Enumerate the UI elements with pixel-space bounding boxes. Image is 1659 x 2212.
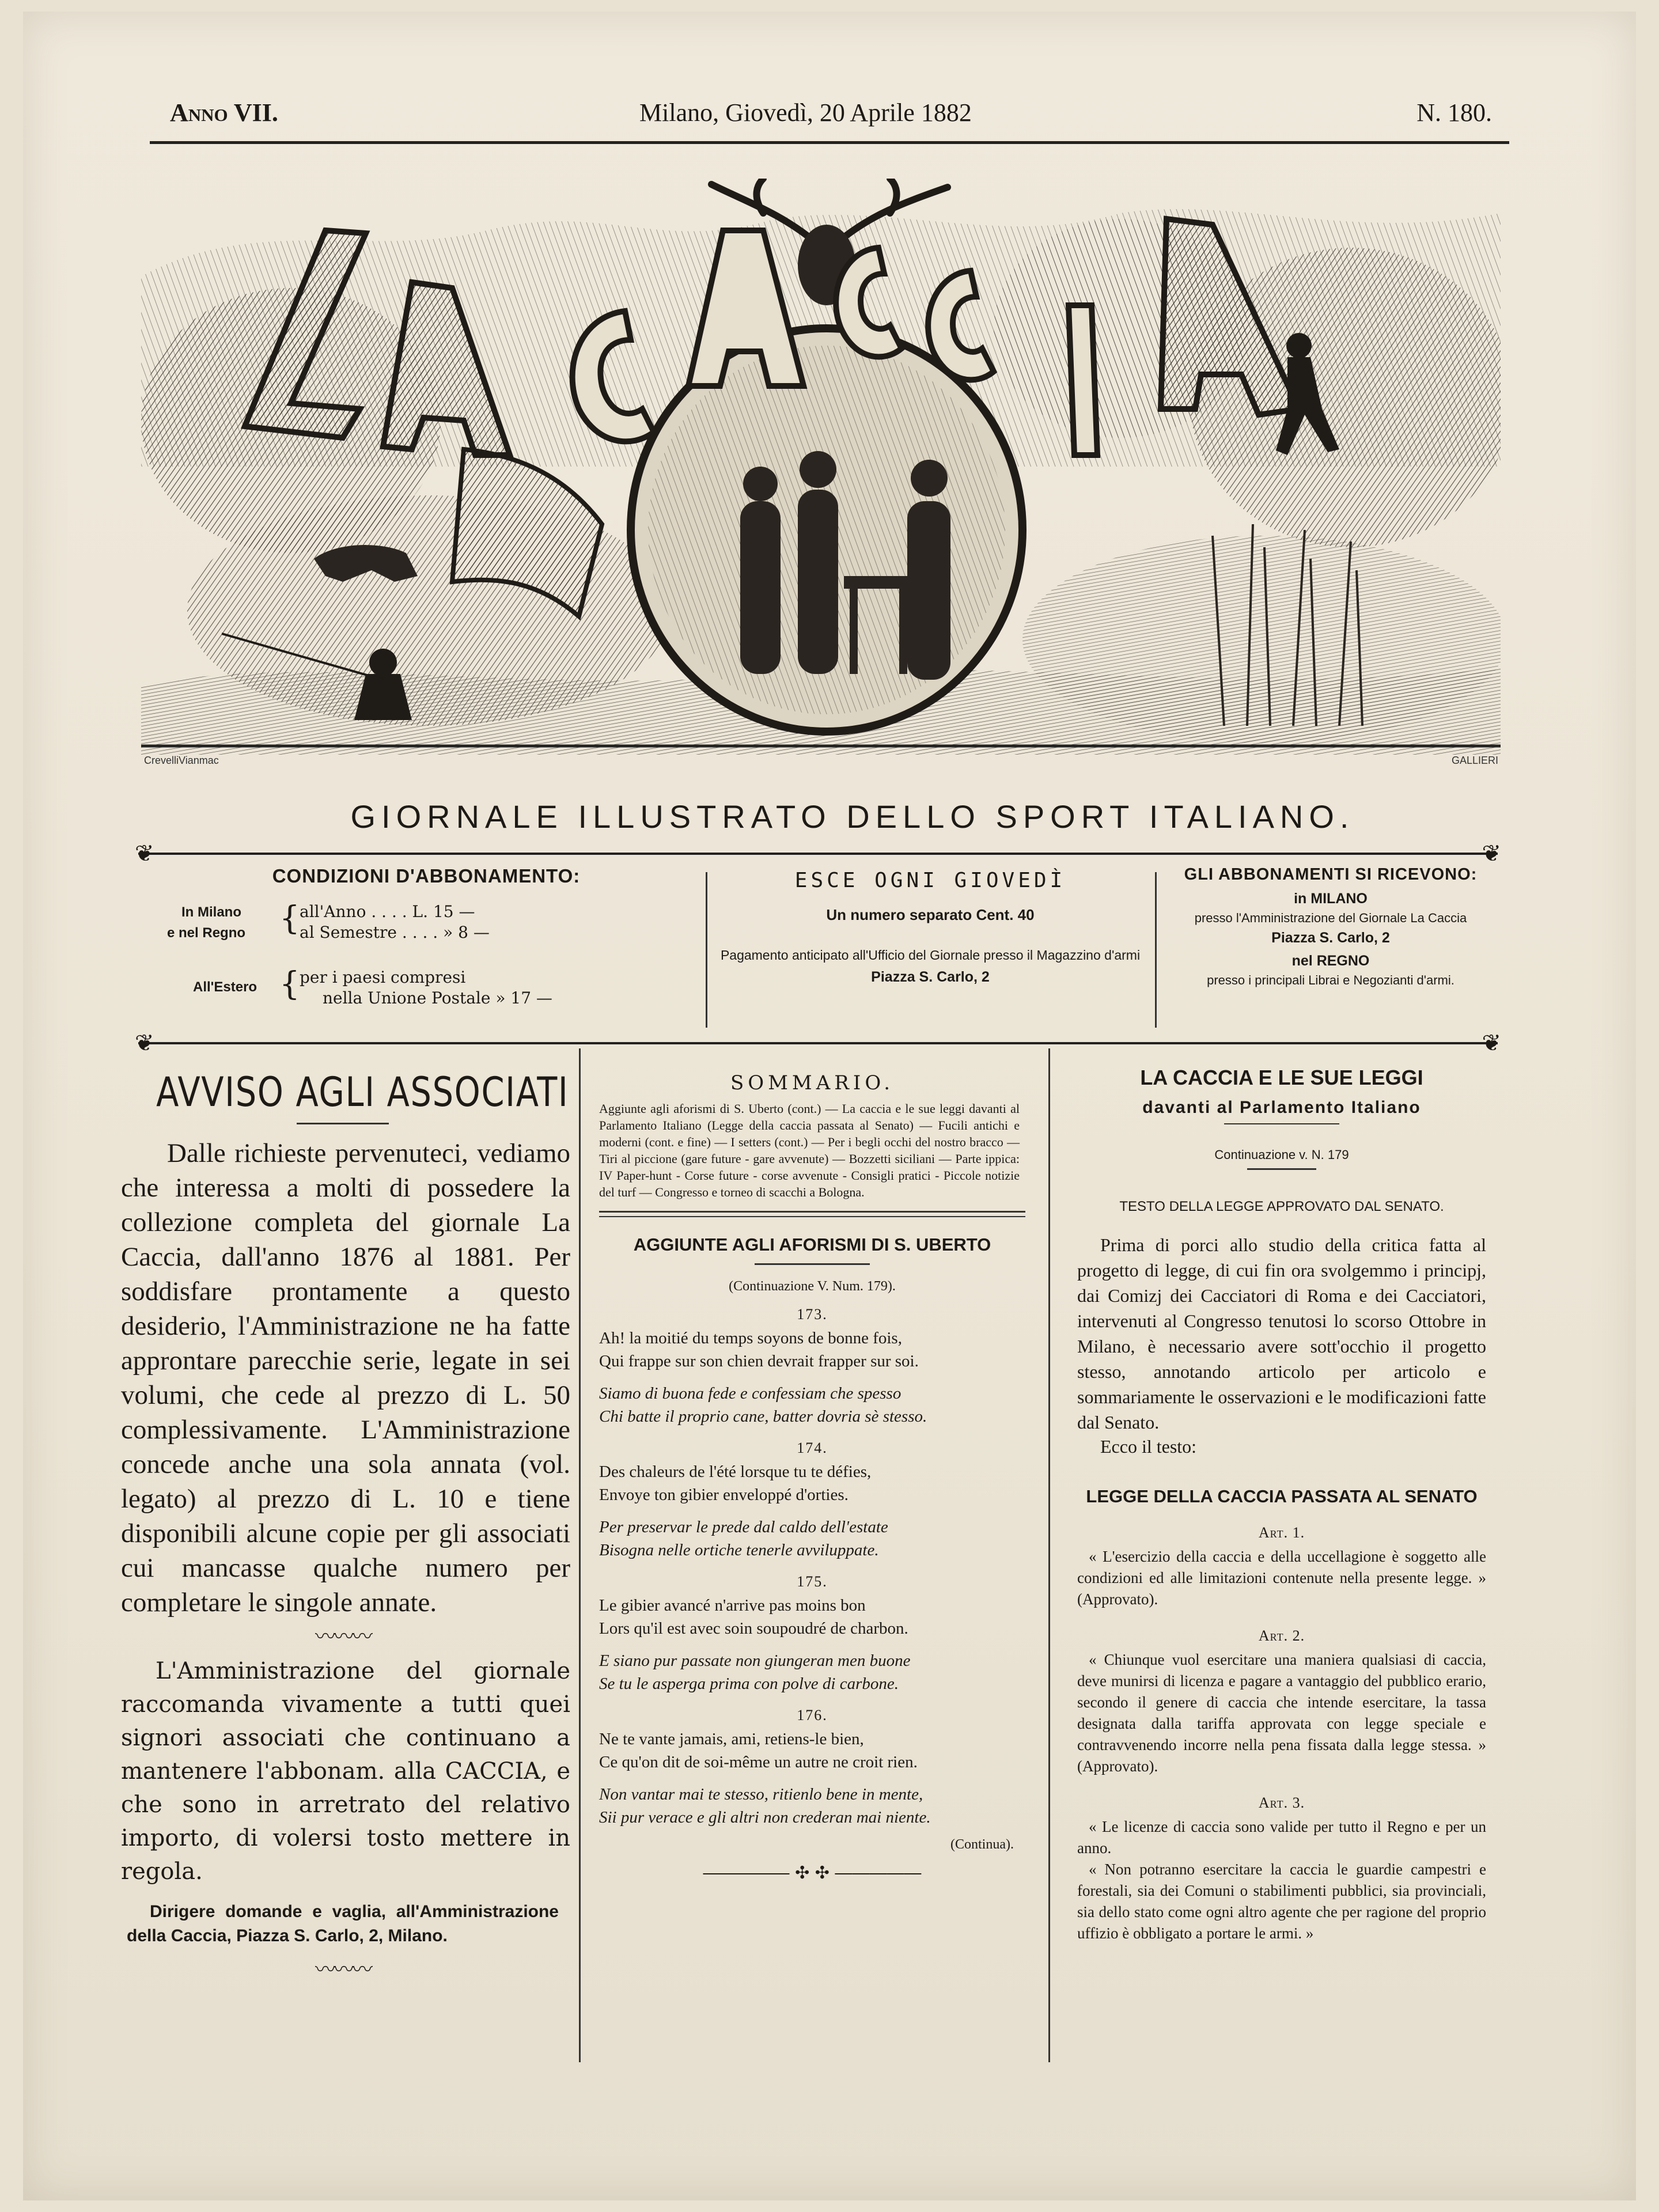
date-label: Milano, Giovedì, 20 Aprile 1882	[639, 99, 972, 127]
verse-it: Per preservar le prede dal caldo dell'estate	[599, 1518, 888, 1536]
newspaper-page	[23, 12, 1636, 2200]
article-heading: Art. 1.	[1258, 1524, 1305, 1541]
header-line	[150, 98, 1509, 138]
wavy-divider-icon: 〰〰〰	[315, 1625, 370, 1649]
verse-it: Chi batte il proprio cane, batter dovria sè stesso.	[599, 1407, 927, 1426]
aforisma-number: 176.	[797, 1707, 828, 1724]
law-title: LEGGE DELLA CACCIA PASSATA AL SENATO	[1086, 1486, 1478, 1506]
engraver-credit-left: CrevelliVianmac	[144, 755, 219, 766]
avviso-paragraph-1: Dalle richieste pervenuteci, vediamo che interessa a molti di possedere la collezione completa del giornale La Caccia, dall'anno 1876 al 1881. Per soddisfare prontamente a questo desiderio, l'Amministrazione ne ha fatte approntare parecchie serie, legate in sei volumi, che cede al prezzo di L. 50 complessivamente. L'Amministrazione concede anche una sola annata (vol. legato) al prezzo di L. 10 e tiene disponibili alcune copie per gli associati cui mancasse qualche numero per completare le singole annate.	[121, 1138, 570, 1618]
subs-nel-regno: nel REGNO	[1291, 953, 1370, 969]
section-rule	[599, 1211, 1025, 1217]
verse-fr: Ah! la moitié du temps soyons de bonne fois,	[599, 1329, 902, 1347]
ornament-divider-icon: ――――― ✣ ✣ ―――――	[703, 1863, 922, 1883]
article-text: « Non potranno esercitare la caccia le guardie campestri e forestali, sia dei Comuni o stabilimenti pubblici, sia provinciali, sia dello stato come ogni altro agente che per ragione del proprio uffizio è obbligato a portare le armi. »	[1077, 1861, 1486, 1942]
aforisma-number: 173.	[797, 1306, 828, 1323]
verse-it: E siano pur passate non giungeran men buone	[599, 1652, 911, 1670]
column-divider	[579, 1048, 581, 2062]
column-divider	[1048, 1048, 1050, 2062]
verse-fr: Lors qu'il est avec soin soupoudré de charbon.	[599, 1619, 908, 1638]
label-estero: All'Estero	[193, 979, 257, 995]
verse-fr: Qui frappe sur son chien devrait frapper sur soi.	[599, 1352, 919, 1370]
masthead-illustration	[141, 179, 1501, 766]
title-rule	[297, 1123, 389, 1124]
aforismi-title: AGGIUNTE AGLI AFORISMI DI S. UBERTO	[633, 1234, 991, 1255]
column-leggi	[1060, 1048, 1503, 1944]
estero-line-2: nella Unione Postale » 17 —	[323, 988, 552, 1007]
aforisma-number: 175.	[797, 1573, 828, 1590]
ornament-corner-icon: ❦	[1482, 1030, 1501, 1056]
verse-fr: Le gibier avancé n'arrive pas moins bon	[599, 1596, 866, 1615]
article-heading: Art. 2.	[1258, 1627, 1305, 1644]
label-nel-regno: e nel Regno	[167, 925, 246, 941]
subs-regno-text: presso i principali Librai e Negozianti d'armi.	[1207, 973, 1455, 987]
avviso-contact: Dirigere domande e vaglia, all'Amministrazione della Caccia, Piazza S. Carlo, 2, Milano.	[127, 1902, 559, 1945]
article-text: « Le licenze di caccia sono valide per tutto il Regno e per un anno.	[1077, 1818, 1486, 1857]
subscriptions-column	[1169, 865, 1492, 1032]
avviso-paragraph-2: L'Amministrazione del giornale raccomanda vivamente a tutti quei signori associati che continuano a mantenere l'abbonam. alla CACCIA, e che sono in arretrato del relativo importo, di volersi tosto mettere in regola.	[121, 1658, 570, 1885]
sommario-title: SOMMARIO.	[730, 1071, 895, 1094]
title-rule	[1247, 1168, 1316, 1170]
leggi-subtitle: davanti al Parlamento Italiano	[1142, 1098, 1421, 1117]
article-text: « Chiunque vuol esercitare una maniera qualsiasi di caccia, deve munirsi di licenza e pagare a vantaggio del pubblico erario, secondo il genere di caccia che intende esercitare, la tassa designata dalla tariffa approvata con legge speciale e contravvenendo incorre nella pena fissata dalla legge stessa. » (Approvato).	[1077, 1651, 1486, 1775]
ornament-corner-icon: ❦	[135, 1030, 154, 1056]
brace-icon: {	[279, 900, 300, 937]
aforismi-continuation: (Continuazione V. Num. 179).	[729, 1279, 896, 1294]
article-text: « L'esercizio della caccia e della uccellagione è soggetto alle condizioni ed alle limitazioni contenute nella presente legge. » (Approvato).	[1077, 1548, 1486, 1608]
wavy-divider-icon: 〰〰〰	[315, 1958, 370, 1982]
leggi-testo-heading: TESTO DELLA LEGGE APPROVATO DAL SENATO.	[1119, 1199, 1444, 1214]
ornament-corner-icon: ❦	[1482, 840, 1501, 867]
subs-in-milano: in MILANO	[1294, 891, 1368, 907]
header-rule	[150, 141, 1509, 144]
verse-it: Se tu le asperga prima con polve di carbone.	[599, 1675, 899, 1693]
masthead-engraving	[141, 179, 1501, 766]
brace-icon: {	[279, 965, 300, 1003]
subtitle: GIORNALE ILLUSTRATO DELLO SPORT ITALIANO.	[350, 798, 1355, 835]
subscription-box	[135, 840, 1501, 1056]
title-rule	[1224, 1123, 1339, 1124]
article-heading: Art. 3.	[1258, 1794, 1305, 1811]
verse-it: Non vantar mai te stesso, ritienlo bene in mente,	[599, 1785, 923, 1804]
subs-milano-text: presso l'Amministrazione del Giornale La Caccia	[1194, 911, 1467, 925]
aforisma-175	[588, 1573, 1037, 1695]
aforisma-176	[588, 1707, 1037, 1829]
leggi-intro: Prima di porci allo studio della critica fatta al progetto di legge, di cui fin ora svolgemmo i principj, dai Comizj dei Cacciatori di Roma e dei Cacciatori, intervenuti al Congresso tenutosi lo scorso Ottobre in Milano, è necessario avere sott'occhio il progetto stesso, annotando articolo per articolo e sommariamente le osservazioni e le modificazioni fatte dal Senato.	[1077, 1234, 1486, 1433]
leggi-title: LA CACCIA E LE SUE LEGGI	[1140, 1066, 1423, 1089]
label-in-milano: In Milano	[181, 904, 241, 920]
issue-payment: Pagamento anticipato all'Ufficio del Giornale presso il Magazzino d'armi	[720, 948, 1141, 963]
column-sommario	[588, 1048, 1037, 1883]
sommario-text: Aggiunte agli aforismi di S. Uberto (cont.) — La caccia e le sue leggi davanti al Parlamento Italiano (Legge della caccia passata al Senato) — Fucili antichi e moderni (cont. e fine) — I setters (cont.) — Per i begli occhi del nostro bracco — Tiri al piccione (gare future - gare avvenute) — Bozzetti siciliani — Parte ippica: IV Paper-hunt - Corse future - corse avvenute - Consigli pratici - Piccole notizie del turf — Congresso e torneo di scacchi a Bologna.	[599, 1101, 1020, 1199]
column-avviso	[115, 1048, 570, 1987]
aforisma-number: 174.	[797, 1440, 828, 1456]
box-divider	[1155, 872, 1157, 1028]
price-semestre: al Semestre . . . . » 8 —	[300, 923, 490, 942]
conditions-column	[156, 865, 697, 1032]
ornament-corner-icon: ❦	[135, 840, 154, 867]
aforisma-174	[588, 1440, 1037, 1562]
verse-fr: Des chaleurs de l'été lorsque tu te défies,	[599, 1463, 872, 1481]
continua-label: (Continua).	[950, 1837, 1014, 1852]
conditions-heading: CONDIZIONI D'ABBONAMENTO:	[272, 865, 581, 887]
aforisma-173	[588, 1306, 1037, 1428]
price-anno: all'Anno . . . . L. 15 —	[300, 902, 475, 921]
issue-column	[717, 865, 1143, 1032]
verse-fr: Ce qu'on dit de soi-même un autre ne croit rien.	[599, 1753, 918, 1771]
issue-address: Piazza S. Carlo, 2	[871, 969, 990, 985]
issue-price: Un numero separato Cent. 40	[826, 906, 1035, 923]
leggi-ecco: Ecco il testo:	[1100, 1436, 1197, 1457]
subscriptions-heading: GLI ABBONAMENTI SI RICEVONO:	[1184, 865, 1478, 884]
title-rule	[755, 1263, 870, 1265]
verse-fr: Ne te vante jamais, ami, retiens-le bien,	[599, 1730, 864, 1748]
anno-label: Anno VII.	[170, 99, 278, 127]
avviso-title: AVVISO AGLI ASSOCIATI	[156, 1069, 569, 1116]
subs-milano-address: Piazza S. Carlo, 2	[1271, 930, 1390, 946]
issue-number: N. 180.	[1416, 99, 1492, 127]
verse-it: Sii pur verace e gli altri non crederan mai niente.	[599, 1808, 931, 1827]
verse-it: Bisogna nelle ortiche tenerle avviluppate.	[599, 1541, 879, 1559]
box-divider	[706, 872, 707, 1028]
estero-line-1: per i paesi compresi	[300, 968, 466, 987]
engraver-credit-right: GALLIERI	[1452, 755, 1499, 766]
leggi-continuation: Continuazione v. N. 179	[1214, 1147, 1349, 1162]
issue-heading: ESCE OGNI GIOVEDÌ	[794, 869, 1066, 892]
verse-fr: Envoye ton gibier enveloppé d'orties.	[599, 1486, 849, 1504]
verse-it: Siamo di buona fede e confessiam che spesso	[599, 1384, 902, 1403]
